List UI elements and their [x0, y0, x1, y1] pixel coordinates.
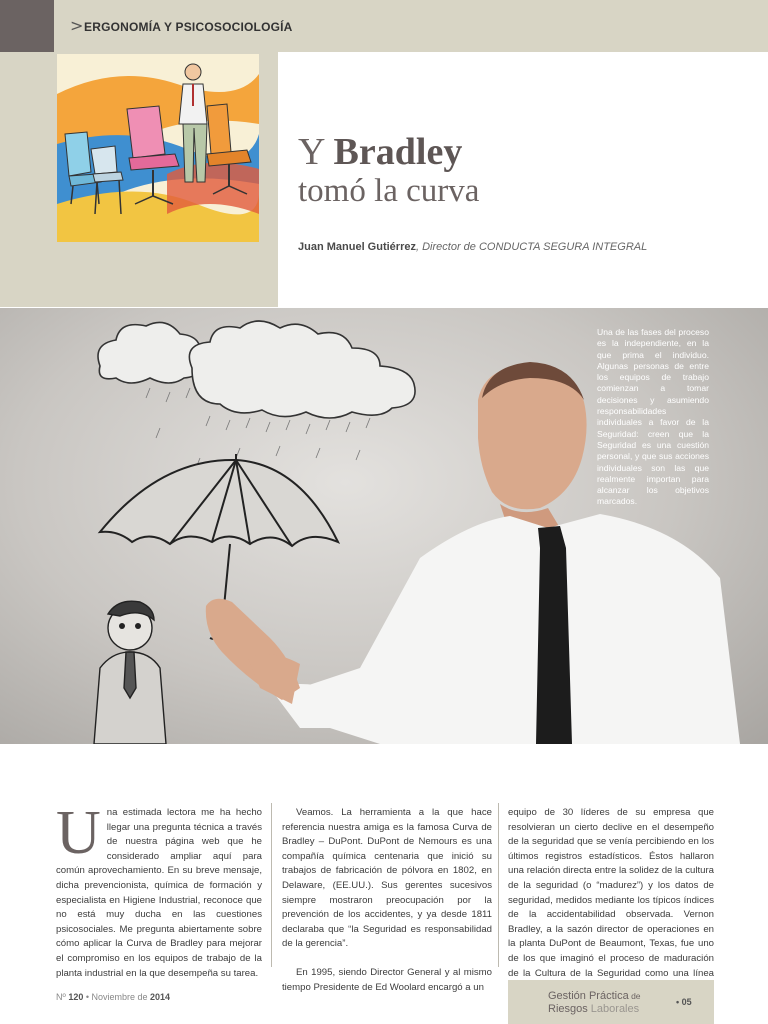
publication-de: de [628, 991, 641, 1001]
column-2-paragraph-2: En 1995, siendo Director General y al mismo tiempo Presidente de Ed Woolard encargó a un [282, 966, 492, 993]
author-byline [298, 241, 647, 253]
publication-word-3: Laborales [587, 1003, 640, 1015]
section-bar [54, 0, 768, 52]
separator: • [83, 992, 92, 1002]
corner-block [0, 0, 54, 52]
issue-prefix: Nº [56, 992, 66, 1002]
article-title [298, 130, 479, 210]
body-column-3 [508, 806, 714, 996]
publication-word-2: Riesgos [548, 1003, 588, 1015]
author-role: , Director de CONDUCTA SEGURA INTEGRAL [415, 241, 648, 253]
publication-line-1 [548, 990, 641, 1002]
section-arrow: > [70, 16, 84, 35]
publication-line-2 [548, 1003, 639, 1015]
hero-photo [0, 308, 768, 744]
section-label: ERGONOMÍA Y PSICOSOCIOLOGÍA [84, 20, 293, 34]
drop-cap: U [56, 799, 101, 867]
publication-box [508, 980, 714, 1024]
title-bold: Bradley [333, 131, 463, 173]
column-3-text: equipo de 30 líderes de su empresa que resolvieran un cierto declive en el desempeño de la seguridad que se venía percibiendo en los últimos registros estadísticos. Éstos hallaron una relación directa entre la solidez de la cultura de la seguridad (o “madurez”) y los datos de seguridad, medidos mediante los típicos índices de la accidentabilidad observada. Vernon Bradley, a la sazón director de operaciones en la planta DuPont de Beaumont, Texas, fue uno de los que imaginó el proceso de maduración de la Cultura de la Seguridad como una línea [508, 807, 714, 979]
photo-caption: Una de las fases del proceso es la independiente, en la que prima el individuo. Algunas personas de entre los equipos de trabajo comienzan a tomar decisiones y asumiendo responsabilidades individuales a favor de la Seguridad: creen que la Seguridad es una cuestión personal, y que sus acciones individuales son las que realmente importan para alcanzar los objetivos marcados. [597, 327, 709, 507]
issue-year: 2014 [150, 992, 171, 1002]
column-divider [271, 803, 272, 967]
column-2-paragraph-1: Veamos. La herramienta a la que hace referencia nuestra amiga es la famosa Curva de Bradley – DuPont. DuPont de Nemours es una compañía química centenaria que inició su trabajos de fabricación de pólvora en 1802, en Delaware, (EE.UU.). Sus gerentes sucesivos siempre mostraron preocupación por la prevención de los accidentes, y ya desde 1811 declaraba que “la Seguridad es responsabilidad de la gerencia”. [282, 807, 492, 950]
publication-word-1: Gestión Práctica [548, 990, 629, 1002]
body-column-1 [56, 799, 262, 981]
column-divider [498, 803, 499, 967]
issue-number: 120 [68, 992, 84, 1002]
page-number [676, 997, 692, 1007]
date-prefix: Noviembre de [91, 992, 151, 1002]
author-name: Juan Manuel Gutiérrez [298, 241, 416, 253]
body-column-2 [282, 806, 492, 995]
title-line2: tomó la curva [298, 173, 480, 209]
page-number-value: 05 [681, 997, 692, 1007]
office-chairs-illustration [57, 54, 259, 242]
title-prefix: Y [298, 131, 334, 173]
column-1-text: na estimada lectora me ha hecho llegar una pregunta técnica a través de nuestra página web que he considerado ampliar aquí para común aprovechamiento. En su breve mensaje, dicha prevencionista, química de formación y especialista en Higiene Industrial, reconoce que no está muy ducha en las cuestiones psicosociales. Me pregunta abiertamente sobre cómo aplicar la Curva de Bradley para mejorar el compromiso en los equipos de trabajo de la planta industrial en la que desempeña su tarea. [56, 807, 262, 979]
page-bullet: • [676, 997, 680, 1007]
issue-info [56, 992, 170, 1002]
